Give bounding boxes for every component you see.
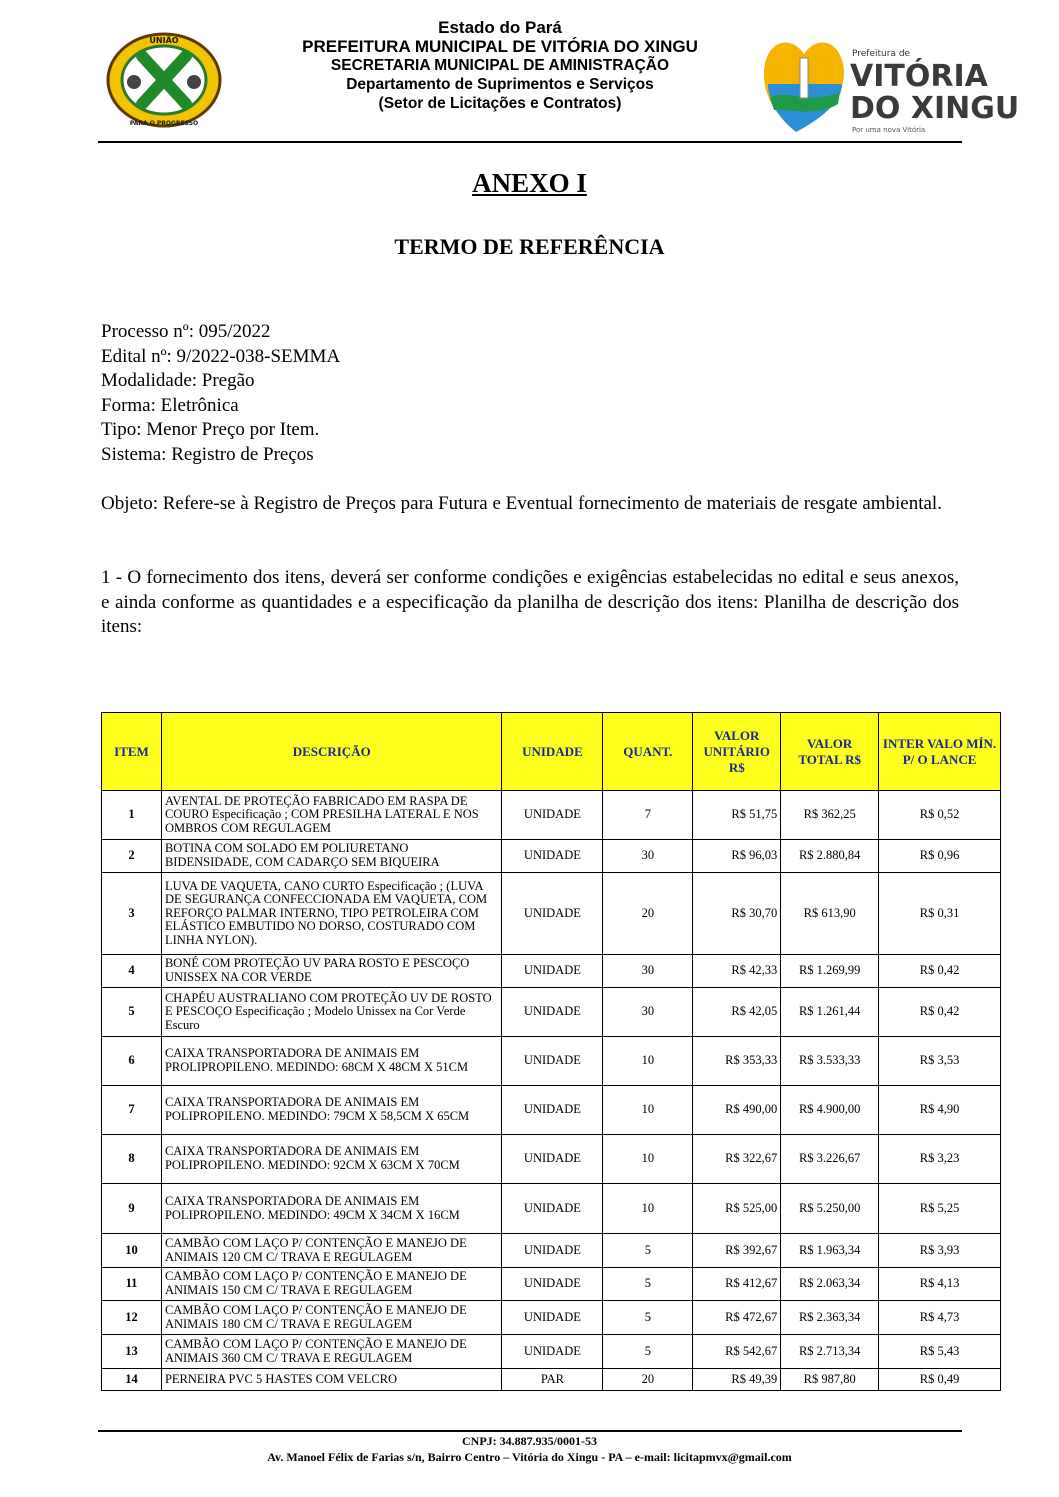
quantity-cell: 30	[603, 988, 693, 1037]
header-prefeitura: PREFEITURA MUNICIPAL DE VITÓRIA DO XINGU	[302, 37, 698, 56]
item-cell: 7	[102, 1086, 162, 1135]
header-valor-unitario: VALOR UNITÁRIO R$	[693, 713, 781, 791]
quantity-cell: 5	[603, 1234, 693, 1268]
description-cell: CAMBÃO COM LAÇO P/ CONTENÇÃO E MANEJO DE ANIMAIS 180 CM C/ TRAVA E REGULAGEM	[161, 1301, 501, 1335]
description-cell: CAMBÃO COM LAÇO P/ CONTENÇÃO E MANEJO DE ANIMAIS 360 CM C/ TRAVA E REGULAGEM	[161, 1335, 501, 1369]
footer-address: Av. Manoel Félix de Farias s/n, Bairro Centro – Vitória do Xingu - PA – e-mail: licitapmvx@gmail.com	[267, 1450, 792, 1464]
table-row	[102, 1369, 1001, 1391]
item-cell: 3	[102, 873, 162, 955]
quantity-cell: 10	[603, 1184, 693, 1234]
header-unidade: UNIDADE	[502, 713, 603, 791]
table-row	[102, 1335, 1001, 1369]
quantity-cell: 10	[603, 1086, 693, 1135]
table-row	[102, 1184, 1001, 1234]
unit-price-cell: R$ 49,39	[693, 1369, 781, 1391]
vitoria-do-xingu-logo	[756, 28, 1020, 138]
description-cell: CAIXA TRANSPORTADORA DE ANIMAIS EM PROLIPROPILENO. MEDINDO: 68CM X 48CM X 51CM	[161, 1037, 501, 1086]
quantity-cell: 5	[603, 1335, 693, 1369]
quantity-cell: 20	[603, 1369, 693, 1391]
process-info	[101, 320, 340, 467]
sistema-line: Sistema: Registro de Preços	[101, 443, 314, 465]
total-price-cell: R$ 2.063,34	[781, 1268, 879, 1301]
page-title: ANEXO I	[472, 168, 587, 198]
unit-price-cell: R$ 472,67	[693, 1301, 781, 1335]
footer-divider	[98, 1430, 962, 1432]
table-header-row	[102, 713, 1001, 791]
unit-cell: UNIDADE	[502, 840, 603, 873]
header-setor: (Setor de Licitações e Contratos)	[378, 95, 622, 112]
item-cell: 13	[102, 1335, 162, 1369]
item-cell: 12	[102, 1301, 162, 1335]
unit-cell: UNIDADE	[502, 955, 603, 988]
total-price-cell: R$ 2.880,84	[781, 840, 879, 873]
unit-cell: UNIDADE	[502, 791, 603, 840]
seal-top-text: UNIÃO	[149, 36, 179, 45]
table-row	[102, 1301, 1001, 1335]
total-price-cell: R$ 2.713,34	[781, 1335, 879, 1369]
unit-cell: UNIDADE	[502, 1184, 603, 1234]
fornecimento-paragraph: 1 - O fornecimento dos itens, deverá ser conforme condições e exigências estabelecidas no edital e seus anexos, e ainda conforme as quantidades e a especificação da planilha de descrição dos itens: Planilha de descrição dos itens:	[101, 567, 959, 637]
header-divider	[98, 141, 962, 143]
table-row	[102, 1135, 1001, 1184]
edital-line: Edital nº: 9/2022-038-SEMMA	[101, 345, 341, 367]
table-row	[102, 791, 1001, 840]
total-price-cell: R$ 5.250,00	[781, 1184, 879, 1234]
logo-small-text: Prefeitura de	[852, 49, 911, 59]
total-price-cell: R$ 3.533,33	[781, 1037, 879, 1086]
unit-price-cell: R$ 96,03	[693, 840, 781, 873]
item-cell: 8	[102, 1135, 162, 1184]
min-interval-cell: R$ 0,52	[879, 791, 1001, 840]
item-cell: 2	[102, 840, 162, 873]
item-cell: 9	[102, 1184, 162, 1234]
table-row	[102, 873, 1001, 955]
min-interval-cell: R$ 0,42	[879, 988, 1001, 1037]
header-text	[248, 18, 752, 113]
quantity-cell: 5	[603, 1301, 693, 1335]
description-cell: CAIXA TRANSPORTADORA DE ANIMAIS EM POLIPROPILENO. MEDINDO: 49CM X 34CM X 16CM	[161, 1184, 501, 1234]
unit-price-cell: R$ 490,00	[693, 1086, 781, 1135]
min-interval-cell: R$ 3,23	[879, 1135, 1001, 1184]
item-cell: 4	[102, 955, 162, 988]
header-state: Estado do Pará	[438, 18, 562, 37]
seal-bottom-text: PARA O PROGRESSO	[129, 120, 199, 127]
header-valor-total: VALOR TOTAL R$	[781, 713, 879, 791]
tipo-line: Tipo: Menor Preço por Item.	[101, 419, 320, 440]
total-price-cell: R$ 4.900,00	[781, 1086, 879, 1135]
unit-price-cell: R$ 353,33	[693, 1037, 781, 1086]
unit-cell: UNIDADE	[502, 1135, 603, 1184]
min-interval-cell: R$ 4,90	[879, 1086, 1001, 1135]
letterhead	[98, 18, 1020, 144]
quantity-cell: 5	[603, 1268, 693, 1301]
items-table-body	[102, 791, 1001, 1391]
unit-cell: UNIDADE	[502, 1268, 603, 1301]
min-interval-cell: R$ 0,31	[879, 873, 1001, 955]
item-cell: 11	[102, 1268, 162, 1301]
logo-tagline: Por uma nova Vitória	[852, 126, 926, 134]
table-row	[102, 1086, 1001, 1135]
municipal-seal-logo	[104, 30, 224, 130]
min-interval-cell: R$ 0,49	[879, 1369, 1001, 1391]
header-item: ITEM	[102, 713, 162, 791]
total-price-cell: R$ 613,90	[781, 873, 879, 955]
table-row	[102, 988, 1001, 1037]
min-interval-cell: R$ 4,13	[879, 1268, 1001, 1301]
total-price-cell: R$ 2.363,34	[781, 1301, 879, 1335]
items-table	[101, 712, 1001, 1391]
min-interval-cell: R$ 0,42	[879, 955, 1001, 988]
min-interval-cell: R$ 4,73	[879, 1301, 1001, 1335]
description-cell: BOTINA COM SOLADO EM POLIURETANO BIDENSIDADE, COM CADARÇO SEM BIQUEIRA	[161, 840, 501, 873]
unit-price-cell: R$ 51,75	[693, 791, 781, 840]
unit-cell: UNIDADE	[502, 1301, 603, 1335]
quantity-cell: 30	[603, 840, 693, 873]
total-price-cell: R$ 987,80	[781, 1369, 879, 1391]
unit-price-cell: R$ 525,00	[693, 1184, 781, 1234]
forma-line: Forma: Eletrônica	[101, 394, 239, 416]
item-cell: 1	[102, 791, 162, 840]
min-interval-cell: R$ 3,93	[879, 1234, 1001, 1268]
total-price-cell: R$ 1.963,34	[781, 1234, 879, 1268]
header-descricao: DESCRIÇÃO	[161, 713, 501, 791]
item-cell: 6	[102, 1037, 162, 1086]
description-cell: CHAPÉU AUSTRALIANO COM PROTEÇÃO UV DE ROSTO E PESCOÇO Especificação ; Modelo Unissex na Cor Verde Escuro	[161, 988, 501, 1037]
unit-cell: UNIDADE	[502, 988, 603, 1037]
min-interval-cell: R$ 5,25	[879, 1184, 1001, 1234]
unit-price-cell: R$ 30,70	[693, 873, 781, 955]
quantity-cell: 10	[603, 1037, 693, 1086]
total-price-cell: R$ 362,25	[781, 791, 879, 840]
unit-price-cell: R$ 322,67	[693, 1135, 781, 1184]
header-secretaria: SECRETARIA MUNICIPAL DE AMINISTRAÇÃO	[330, 57, 670, 74]
quantity-cell: 7	[603, 791, 693, 840]
header-quant: QUANT.	[603, 713, 693, 791]
page-subtitle: TERMO DE REFERÊNCIA	[394, 234, 665, 259]
quantity-cell: 30	[603, 955, 693, 988]
unit-cell: UNIDADE	[502, 1086, 603, 1135]
header-departamento: Departamento de Suprimentos e Serviços	[346, 76, 654, 93]
processo-line: Processo nº: 095/2022	[101, 321, 271, 342]
table-row	[102, 1234, 1001, 1268]
objeto-paragraph: Objeto: Refere-se à Registro de Preços para Futura e Eventual fornecimento de materiais de resgate ambiental.	[101, 493, 942, 514]
min-interval-cell: R$ 0,96	[879, 840, 1001, 873]
table-row	[102, 1268, 1001, 1301]
description-cell: AVENTAL DE PROTEÇÃO FABRICADO EM RASPA DE COURO Especificação ; COM PRESILHA LATERAL E NOS OMBROS COM REGULAGEM	[161, 791, 501, 840]
min-interval-cell: R$ 5,43	[879, 1335, 1001, 1369]
item-cell: 10	[102, 1234, 162, 1268]
description-cell: CAIXA TRANSPORTADORA DE ANIMAIS EM POLIPROPILENO. MEDINDO: 79CM X 58,5CM X 65CM	[161, 1086, 501, 1135]
unit-price-cell: R$ 42,33	[693, 955, 781, 988]
description-cell: PERNEIRA PVC 5 HASTES COM VELCRO	[161, 1369, 501, 1391]
unit-price-cell: R$ 42,05	[693, 988, 781, 1037]
min-interval-cell: R$ 3,53	[879, 1037, 1001, 1086]
description-cell: CAMBÃO COM LAÇO P/ CONTENÇÃO E MANEJO DE ANIMAIS 120 CM C/ TRAVA E REGULAGEM	[161, 1234, 501, 1268]
logo-vitoria-text: VITÓRIA	[850, 59, 988, 94]
table-row	[102, 840, 1001, 873]
modalidade-line: Modalidade: Pregão	[101, 370, 255, 391]
description-cell: LUVA DE VAQUETA, CANO CURTO Especificação ; (LUVA DE SEGURANÇA CONFECCIONADA EM VAQUETA, COM REFORÇO PALMAR INTERNO, TIPO PETROLEIRA COM ELÁSTICO EMBUTIDO NO DORSO, COSTURADO COM LINHA NYLON).	[161, 873, 501, 955]
unit-cell: UNIDADE	[502, 873, 603, 955]
description-cell: BONÉ COM PROTEÇÃO UV PARA ROSTO E PESCOÇO UNISSEX NA COR VERDE	[161, 955, 501, 988]
unit-price-cell: R$ 542,67	[693, 1335, 781, 1369]
table-row	[102, 1037, 1001, 1086]
quantity-cell: 20	[603, 873, 693, 955]
description-cell: CAIXA TRANSPORTADORA DE ANIMAIS EM POLIPROPILENO. MEDINDO: 92CM X 63CM X 70CM	[161, 1135, 501, 1184]
unit-cell: PAR	[502, 1369, 603, 1391]
quantity-cell: 10	[603, 1135, 693, 1184]
header-intervalo: INTER VALO MÍN. P/ O LANCE	[879, 713, 1001, 791]
total-price-cell: R$ 1.269,99	[781, 955, 879, 988]
item-cell: 14	[102, 1369, 162, 1391]
footer-cnpj: CNPJ: 34.887.935/0001-53	[462, 1434, 597, 1448]
item-cell: 5	[102, 988, 162, 1037]
unit-cell: UNIDADE	[502, 1234, 603, 1268]
unit-cell: UNIDADE	[502, 1037, 603, 1086]
unit-cell: UNIDADE	[502, 1335, 603, 1369]
description-cell: CAMBÃO COM LAÇO P/ CONTENÇÃO E MANEJO DE ANIMAIS 150 CM C/ TRAVA E REGULAGEM	[161, 1268, 501, 1301]
table-row	[102, 955, 1001, 988]
total-price-cell: R$ 3.226,67	[781, 1135, 879, 1184]
unit-price-cell: R$ 392,67	[693, 1234, 781, 1268]
total-price-cell: R$ 1.261,44	[781, 988, 879, 1037]
logo-xingu-text: DO XINGU	[850, 91, 1020, 126]
unit-price-cell: R$ 412,67	[693, 1268, 781, 1301]
